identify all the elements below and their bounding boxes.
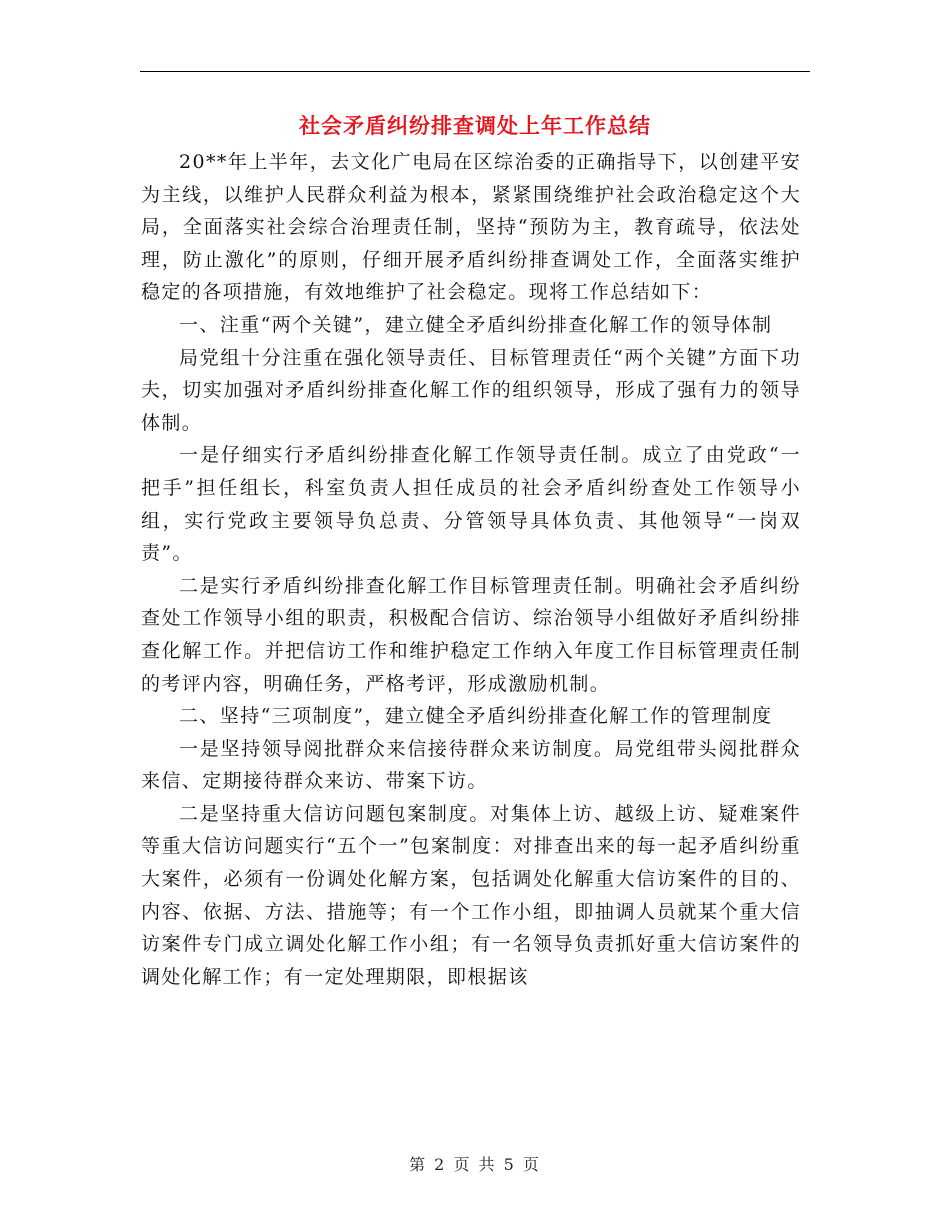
paragraph-intro: 20**年上半年，去文化广电局在区综治委的正确指导下，以创建平安为主线，以维护人民群众利益为根本，紧紧围绕维护社会政治稳定这个大局，全面落实社会综合治理责任制，坚持“预防为主，教育疏导，依法处理，防止激化”的原则，仔细开展矛盾纠纷排查调处工作，全面落实维护稳定的各项措施，有效地维护了社会稳定。现将工作总结如下：: [141, 151, 801, 304]
document-body: [141, 146, 801, 993]
paragraph-section-1-intro: 局党组十分注重在强化领导责任、目标管理责任“两个关键”方面下功夫，切实加强对矛盾纠纷排查化解工作的组织领导，形成了强有力的领导体制。: [141, 346, 801, 434]
document-title: 社会矛盾纠纷排查调处上年工作总结: [299, 113, 651, 138]
paragraph-section-1-item-2: 二是实行矛盾纠纷排查化解工作目标管理责任制。明确社会矛盾纠纷查处工作领导小组的职责，积极配合信访、综治领导小组做好矛盾纠纷排查化解工作。并把信访工作和维护稳定工作纳入年度工作目标管理责任制的考评内容，明确任务，严格考评，形成激励机制。: [141, 574, 801, 695]
header-rule: [140, 71, 810, 72]
paragraph-section-2-item-1: 一是坚持领导阅批群众来信接待群众来访制度。局党组带头阅批群众来信、定期接待群众来访、带案下访。: [141, 737, 801, 793]
paragraph-section-1-item-1: 一是仔细实行矛盾纠纷排查化解工作领导责任制。成立了由党政“一把手”担任组长，科室负责人担任成员的社会矛盾纠纷查处工作领导小组，实行党政主要领导负总责、分管领导具体负责、其他领导“一岗双责”。: [141, 444, 801, 565]
paragraph-section-2-item-2: 二是坚持重大信访问题包案制度。对集体上访、越级上访、疑难案件等重大信访问题实行“五个一”包案制度：对排查出来的每一起矛盾纠纷重大案件，必须有一份调处化解方案，包括调处化解重大信访案件的目的、内容、依据、方法、措施等；有一个工作小组，即抽调人员就某个重大信访案件专门成立调处化解工作小组；有一名领导负责抓好重大信访案件的调处化解工作；有一定处理期限，即根据该: [141, 802, 801, 988]
heading-section-1: 一、注重“两个关键”，建立健全矛盾纠纷排查化解工作的领导体制: [179, 313, 773, 336]
page-number: 第 2 页 共 5 页: [409, 1155, 541, 1174]
heading-section-2: 二、坚持“三项制度”，建立健全矛盾纠纷排查化解工作的管理制度: [179, 705, 773, 728]
